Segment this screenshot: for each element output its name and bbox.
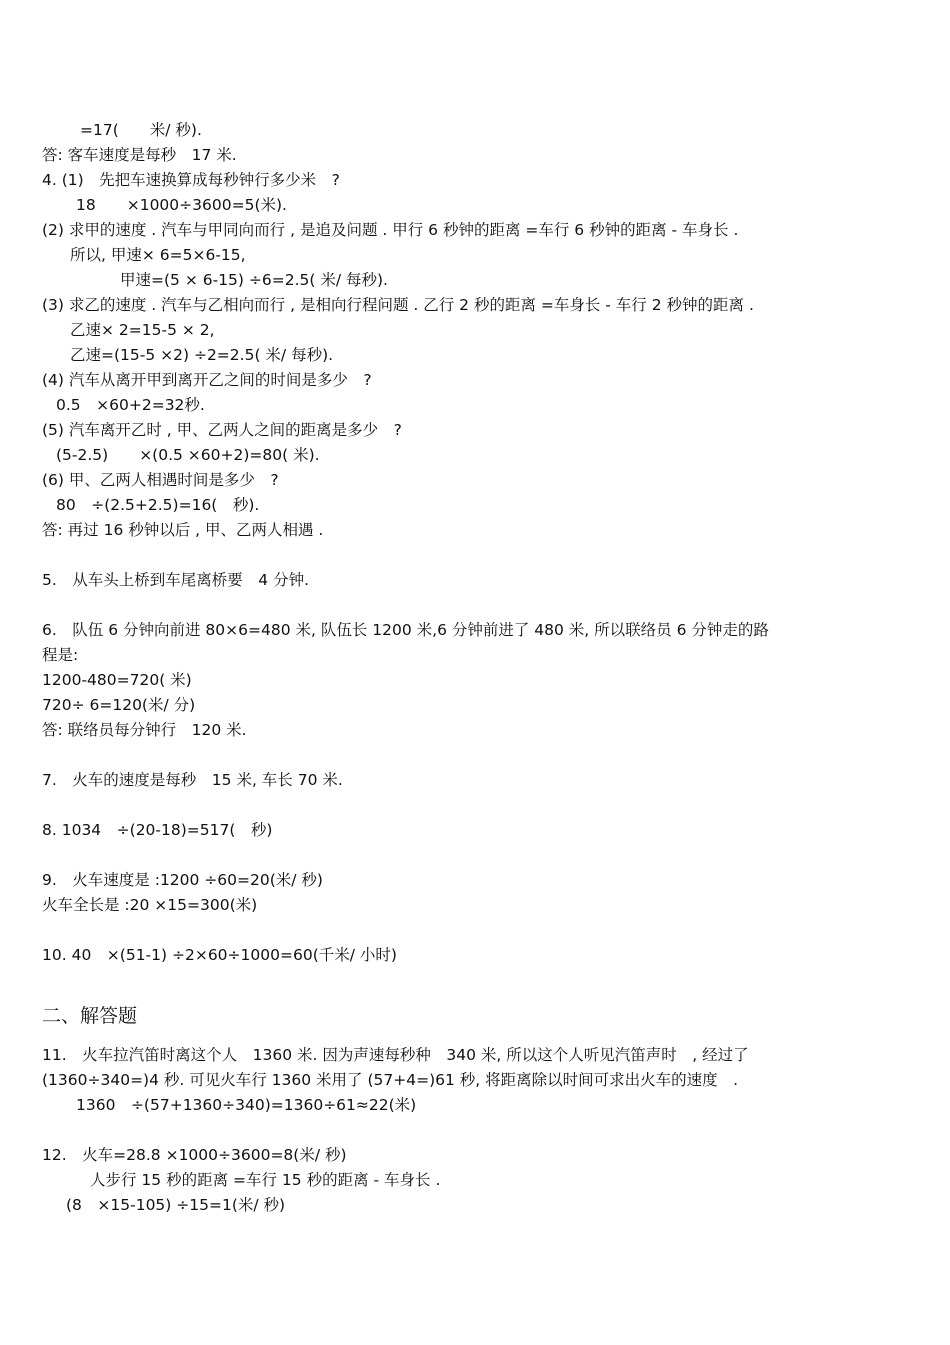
text-line: (5-2.5) ×(0.5 ×60+2)=80( 米).	[56, 446, 320, 464]
text-line: (5) 汽车离开乙时 , 甲、乙两人之间的距离是多少 ?	[42, 421, 402, 439]
text-line: 答: 再过 16 秒钟以后 , 甲、乙两人相遇 .	[42, 521, 324, 539]
text-line: (3) 求乙的速度 . 汽车与乙相向而行 , 是相向行程问题 . 乙行 2 秒的距离 =车身长 - 车行 2 秒钟的距离 .	[42, 296, 754, 314]
text-line: 乙速=(15-5 ×2) ÷2=2.5( 米/ 每秒).	[70, 346, 334, 364]
text-line: 乙速× 2=15-5 × 2,	[70, 321, 215, 339]
text-line: 答: 联络员每分钟行 120 米.	[42, 721, 247, 739]
text-line: (1360÷340=)4 秒. 可见火车行 1360 米用了 (57+4=)61 秒, 将距离除以时间可求出火车的速度 .	[42, 1071, 739, 1089]
text-line: 12. 火车=28.8 ×1000÷3600=8(米/ 秒)	[42, 1146, 347, 1164]
text-line: 1360 ÷(57+1360÷340)=1360÷61≈22(米)	[76, 1096, 417, 1114]
text-line: 人步行 15 秒的距离 =车行 15 秒的距离 - 车身长 .	[90, 1171, 441, 1189]
text-line: (8 ×15-105) ÷15=1(米/ 秒)	[66, 1196, 286, 1214]
text-line: (2) 求甲的速度 . 汽车与甲同向而行 , 是追及问题 . 甲行 6 秒钟的距离 =车行 6 秒钟的距离 - 车身长 .	[42, 221, 739, 239]
text-line: (4) 汽车从离开甲到离开乙之间的时间是多少 ?	[42, 371, 372, 389]
text-line: 4. (1) 先把车速换算成每秒钟行多少米 ?	[42, 171, 340, 189]
section-heading: 二、解答题	[42, 1005, 138, 1027]
text-line: 80 ÷(2.5+2.5)=16( 秒).	[56, 496, 260, 514]
text-line: 18 ×1000÷3600=5(米).	[76, 196, 287, 214]
text-line: 所以, 甲速× 6=5×6-15,	[70, 246, 246, 264]
text-line: 答: 客车速度是每秒 17 米.	[42, 146, 237, 164]
text-line: =17( 米/ 秒).	[80, 121, 202, 139]
text-line: 甲速=(5 × 6-15) ÷6=2.5( 米/ 每秒).	[120, 271, 388, 289]
text-line: 程是:	[42, 646, 79, 664]
text-line: 9. 火车速度是 :1200 ÷60=20(米/ 秒)	[42, 871, 323, 889]
text-line: 720÷ 6=120(米/ 分)	[42, 696, 196, 714]
text-line: 0.5 ×60+2=32秒.	[56, 396, 205, 414]
text-line: 8. 1034 ÷(20-18)=517( 秒)	[42, 821, 273, 839]
text-line: 6. 队伍 6 分钟向前进 80×6=480 米, 队伍长 1200 米,6 分钟前进了 480 米, 所以联络员 6 分钟走的路	[42, 621, 769, 639]
text-line: 5. 从车头上桥到车尾离桥要 4 分钟.	[42, 571, 310, 589]
text-line: 1200-480=720( 米)	[42, 671, 192, 689]
text-line: 火车全长是 :20 ×15=300(米)	[42, 896, 258, 914]
text-line: 10. 40 ×(51-1) ÷2×60÷1000=60(千米/ 小时)	[42, 946, 397, 964]
text-line: 7. 火车的速度是每秒 15 米, 车长 70 米.	[42, 771, 343, 789]
text-line: 11. 火车拉汽笛时离这个人 1360 米. 因为声速每秒种 340 米, 所以这个人听见汽笛声时 , 经过了	[42, 1046, 749, 1064]
text-line: (6) 甲、乙两人相遇时间是多少 ?	[42, 471, 279, 489]
